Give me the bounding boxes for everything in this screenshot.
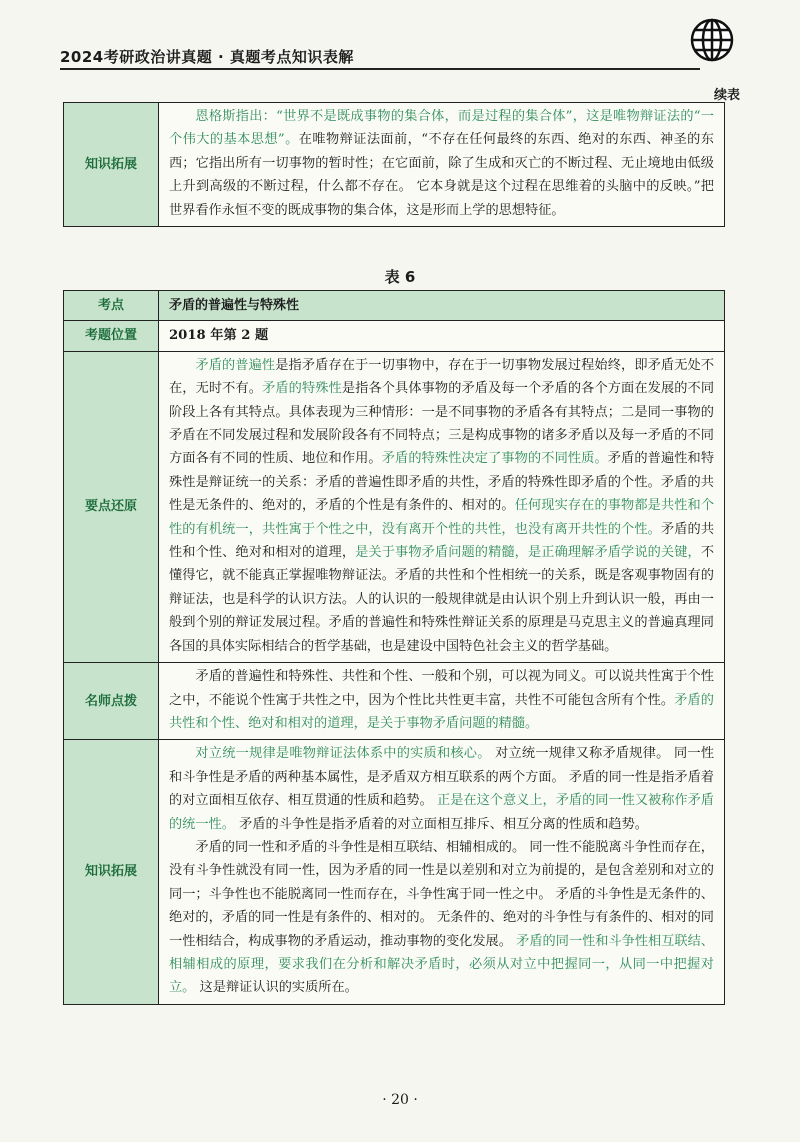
continued-label: 续表 bbox=[713, 88, 740, 103]
paragraph bbox=[169, 836, 714, 1000]
page-header bbox=[60, 40, 750, 70]
body-text: 是指各个具体事物的矛盾及每一个矛盾的各个方面在发展的不同阶段上各有其特点。具体表现为三种情形：一是不同事物的矛盾各有其特点；二是同一事物的矛盾在不同发展过程和发展阶段各有不同特点；三是构成事物的诸多矛盾以及每一矛盾的不同方面各有不同的性质、地位和作用。 bbox=[169, 381, 715, 467]
highlighted-text: 是关于事物矛盾问题的精髓，是正确理解矛盾学说的关键， bbox=[355, 545, 701, 561]
row-label: 知识拓展 bbox=[64, 740, 159, 1004]
highlighted-text: 矛盾的共性和个性、绝对和相对的道理，是关于事物矛盾问题的精髓。 bbox=[169, 692, 714, 731]
body-text: 矛盾的斗争性是指矛盾着的对立面相互排斥、相互分离的性质和趋势。 bbox=[234, 816, 648, 832]
table-6 bbox=[63, 290, 725, 1005]
highlighted-text: 恩格斯指出：“世界不是既成事物的集合体，而是过程的集合体”，这是唯物辩证法的“一个伟大的基本思想”。 bbox=[169, 109, 714, 148]
table-continued bbox=[63, 102, 725, 227]
body-text: 是指矛盾存在于一切事物中，存在于一切事物发展过程始终，即矛盾无处不在，无时不有。 bbox=[169, 357, 715, 397]
table-row bbox=[64, 740, 725, 1004]
highlighted-text: 任何现实存在的事物都是共性和个性的有机统一，共性寓于个性之中，没有离开个性的共性，也没有离开共性的个性。 bbox=[169, 498, 715, 537]
paragraph bbox=[169, 665, 714, 735]
body-text: 矛盾的共性和个性、绝对和相对的道理， bbox=[169, 521, 715, 561]
body-text: 对立统一规律又称矛盾规律。 同一性和斗争性是矛盾的两种基本属性，是矛盾双方相互联系的两个方面。 矛盾的同一性是指矛盾着的对立面相互依存、相互贯通的性质和趋势。 bbox=[169, 746, 715, 809]
body-text: 不懂得它，就不能真正掌握唯物辩证法。矛盾的共性和个性相统一的关系，既是客观事物固有的辩证法，也是科学的认识方法。人的认识的一般规律就是由认识个别上升到认识一般，再由一般到个别的辩证发展过程。矛盾的普遍性和特殊性辩证关系的原理是马克思主义的普遍真理同各国的具体实际相结合的哲学基础，也是建设中国特色社会主义的哲学基础。 bbox=[169, 545, 715, 654]
highlighted-text: 矛盾的同一性和斗争性相互联结、相辅相成的原理，要求我们在分析和解决矛盾时，必须从对立中把握同一，从同一中把握对立。 bbox=[169, 933, 714, 996]
row-content bbox=[159, 740, 725, 1004]
paragraph bbox=[169, 105, 714, 222]
row-label: 要点还原 bbox=[64, 351, 159, 662]
highlighted-text: 正是在这个意义上，矛盾的同一性又被称作矛盾的统一性。 bbox=[169, 793, 714, 832]
header-rule bbox=[60, 68, 700, 70]
book-title: 2024考研政治讲真题 · 真题考点知识表解 bbox=[60, 48, 354, 66]
page-number: · 20 · bbox=[382, 1092, 418, 1108]
body-text: 矛盾的普遍性和特殊性是辩证统一的关系：矛盾的普遍性即矛盾的共性，矛盾的特殊性即矛盾的个性。矛盾的共性是无条件的、绝对的，矛盾的个性是有条件的、相对的。 bbox=[169, 451, 715, 514]
highlighted-text: 矛盾的特殊性 bbox=[262, 381, 342, 397]
highlighted-text: 对立统一规律是唯物辩证法体系中的实质和核心。 bbox=[195, 746, 491, 762]
row-label: 名师点拨 bbox=[64, 663, 159, 740]
paragraph bbox=[169, 742, 714, 836]
row-content bbox=[159, 103, 725, 227]
row-label: 知识拓展 bbox=[64, 103, 159, 227]
row-content bbox=[159, 663, 725, 740]
row-content bbox=[159, 351, 725, 662]
row-label: 考点 bbox=[64, 291, 159, 321]
body-text: 这是辩证认识的实质所在。 bbox=[195, 980, 358, 996]
table-row bbox=[64, 291, 725, 321]
highlighted-text: 矛盾的特殊性决定了事物的不同性质。 bbox=[381, 451, 608, 467]
table-row bbox=[64, 103, 725, 227]
topic-value: 矛盾的普遍性与特殊性 bbox=[159, 291, 725, 321]
body-text: 矛盾的普遍性和特殊性、共性和个性、一般和个别，可以视为同义。可以说共性寓于个性之中，不能说个性寓于共性之中，因为个性比共性更丰富，共性不可能包含所有个性。 bbox=[169, 669, 714, 708]
highlighted-text: 矛盾的普遍性 bbox=[195, 357, 276, 373]
paragraph bbox=[169, 354, 714, 658]
body-text: 在唯物辩证法面前，“不存在任何最终的东西、绝对的东西、神圣的东西；它指出所有一切事物的暂时性；在它面前，除了生成和灭亡的不断过程、无止境地由低级上升到高级的不断过程，什么都不存在。 它本身就是这个过程在思维着的头脑中的反映。”把世界看作永恒不变的既成事物的集合体，这是形而上学的思想特征。 bbox=[169, 132, 714, 218]
table-title: 表 6 bbox=[384, 268, 416, 286]
table-row bbox=[64, 663, 725, 740]
position-value: 2018 年第 2 题 bbox=[159, 321, 725, 351]
body-text: 矛盾的同一性和矛盾的斗争性是相互联结、相辅相成的。 同一性不能脱离斗争性而存在，没有斗争性就没有同一性，因为矛盾的同一性是以差别和对立为前提的，是包含差别和对立的同一；斗争性也不能脱离同一性而存在，斗争性寓于同一性之中。 矛盾的斗争性是无条件的、绝对的，矛盾的同一性是有条件的、相对的。 无条件的、绝对的斗争性与有条件的、相对的同一性相结合，构成事物的矛盾运动，推动事物的变化发展。 bbox=[169, 839, 714, 949]
table-row bbox=[64, 351, 725, 662]
globe-icon bbox=[690, 18, 734, 62]
row-label: 考题位置 bbox=[64, 321, 159, 351]
table-row bbox=[64, 321, 725, 351]
